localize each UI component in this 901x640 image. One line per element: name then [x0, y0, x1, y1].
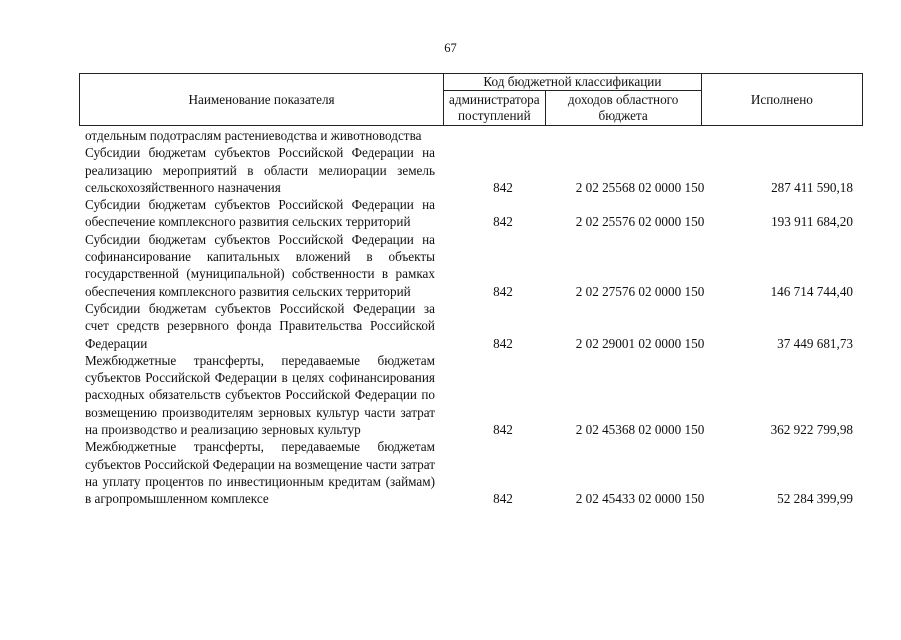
revenue-code: 2 02 45433 02 0000 150: [575, 491, 705, 507]
table-row: [85, 438, 863, 507]
executed-amount: 362 922 799,98: [770, 422, 853, 438]
table-body: [85, 127, 863, 508]
executed-amount: 146 714 744,40: [770, 283, 853, 299]
table-row: [85, 231, 863, 300]
column-header-regional-revenue: доходов областного бюджета: [545, 91, 701, 126]
column-group-budget-codes: Код бюджетной классификации: [444, 74, 702, 91]
table-row: [85, 196, 863, 231]
administrator-code: 842: [493, 491, 513, 507]
page-number: 67: [444, 41, 457, 55]
indicator-name: Субсидии бюджетам субъектов Российской Федерации на софинансирование капитальных вложений в объекты государственной (муниципальной) собственности в рамках обеспечения комплексного развития сельских территорий: [85, 231, 435, 299]
administrator-code: 842: [493, 214, 513, 230]
column-header-executed: Исполнено: [701, 74, 862, 126]
executed-amount: 37 449 681,73: [777, 335, 853, 351]
administrator-code: 842: [493, 422, 513, 438]
table-row: [85, 300, 863, 352]
indicator-name: Межбюджетные трансферты, передаваемые бюджетам субъектов Российской Федерации в целях софинансирования расходных обязательств субъектов Российской Федерации по возмещению производителям зерновых культур части затрат на производство и реализацию зерновых культур: [85, 352, 435, 438]
table-header: [79, 73, 863, 126]
table-row: [85, 144, 863, 196]
revenue-code: 2 02 25576 02 0000 150: [575, 214, 705, 230]
indicator-name: Межбюджетные трансферты, передаваемые бюджетам субъектов Российской Федерации на возмещение части затрат на уплату процентов по инвестиционным кредитам (займам) в агропромышленном комплексе: [85, 439, 435, 507]
revenue-code: 2 02 45368 02 0000 150: [575, 422, 705, 438]
revenue-code: 2 02 29001 02 0000 150: [575, 335, 705, 351]
column-header-name: Наименование показателя: [80, 74, 444, 126]
indicator-name: Субсидии бюджетам субъектов Российской Федерации на реализацию мероприятий в области мелиорации земель сельскохозяйственного назначения: [85, 145, 435, 195]
indicator-name: Субсидии бюджетам субъектов Российской Федерации на обеспечение комплексного развития сельских территорий: [85, 197, 435, 230]
column-header-administrator: администратора поступлений: [444, 91, 545, 126]
revenue-code: 2 02 27576 02 0000 150: [575, 283, 705, 299]
executed-amount: 287 411 590,18: [771, 179, 853, 195]
revenue-code: 2 02 25568 02 0000 150: [575, 179, 705, 195]
administrator-code: 842: [493, 335, 513, 351]
executed-amount: 193 911 684,20: [771, 214, 853, 230]
executed-amount: 52 284 399,99: [777, 491, 853, 507]
administrator-code: 842: [493, 283, 513, 299]
indicator-name: Субсидии бюджетам субъектов Российской Федерации за счет средств резервного фонда Правительства Российской Федерации: [85, 300, 435, 351]
administrator-code: 842: [493, 179, 513, 195]
indicator-name: отдельным подотраслям растениеводства и животноводства: [85, 128, 422, 143]
table-row: [85, 127, 863, 144]
table-row: [85, 352, 863, 438]
